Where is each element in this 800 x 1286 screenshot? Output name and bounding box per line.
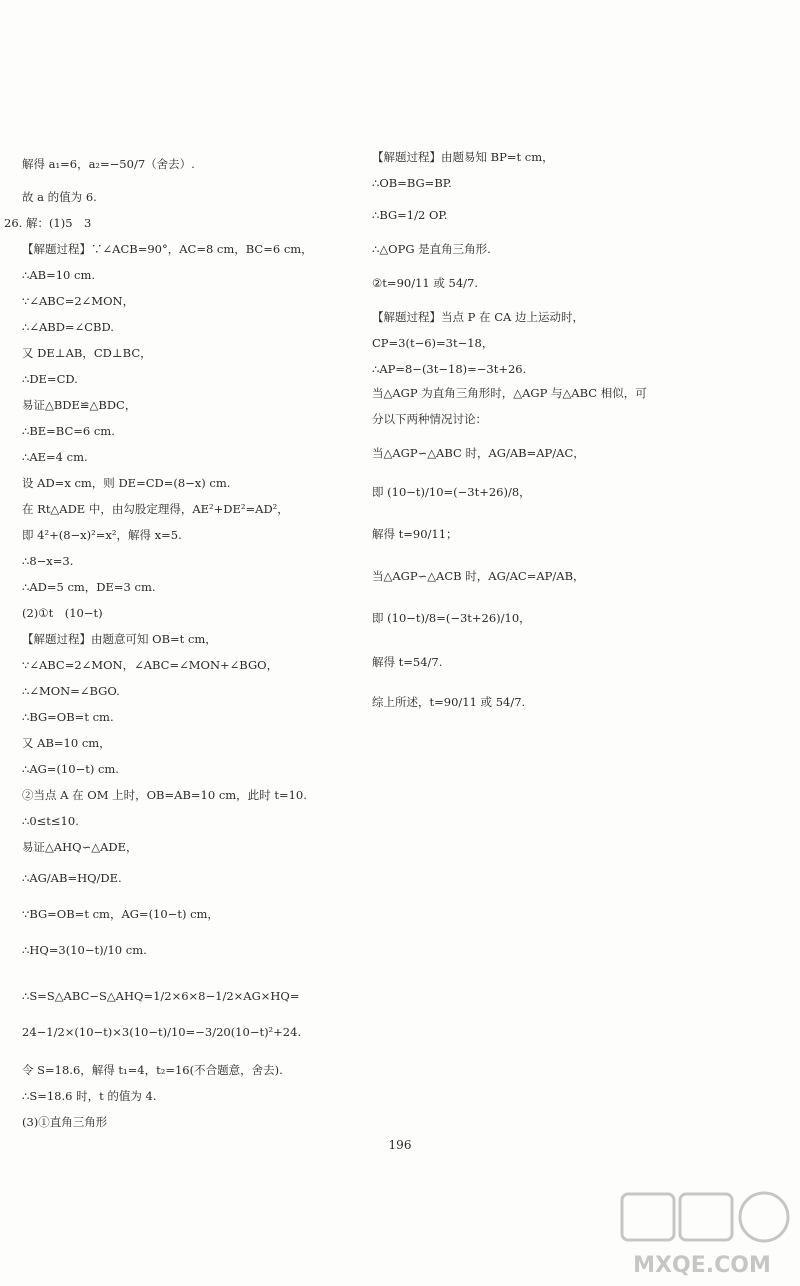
text-line: 解得 t=54/7.: [372, 655, 443, 669]
text-line: ∴AD=5 cm，DE=3 cm.: [22, 580, 156, 594]
text-line: ∴∠ABD=∠CBD.: [22, 320, 114, 334]
text-line: 易证△BDE≌△BDC，: [22, 398, 137, 412]
question-heading: 26. 解：(1)5 3: [4, 216, 92, 230]
text-line: 即 4²+(8−x)²=x²，解得 x=5.: [22, 528, 182, 542]
text-line: ∵BG=OB=t cm，AG=(10−t) cm，: [22, 907, 219, 921]
text-line: 当△AGP 为直角三角形时，△AGP 与△ABC 相似，可: [372, 386, 647, 400]
text-line: 【解题过程】由题易知 BP=t cm，: [372, 150, 554, 164]
text-line: ∴∠MON=∠BGO.: [22, 684, 120, 698]
text-line: 【解题过程】当点 P 在 CA 边上运动时，: [372, 310, 584, 324]
text-line: 当△AGP∽△ABC 时，AG/AB=AP/AC，: [372, 446, 585, 460]
text-line: 解得 a₁=6，a₂=−50/7（舍去）.: [22, 157, 195, 171]
text-line: ∴AG/AB=HQ/DE.: [22, 871, 122, 885]
text-line: ∴△OPG 是直角三角形.: [372, 242, 491, 256]
text-line: 又 DE⊥AB，CD⊥BC，: [22, 346, 152, 360]
text-line: 在 Rt△ADE 中，由勾股定理得，AE²+DE²=AD²，: [22, 502, 289, 516]
text-line: ∴DE=CD.: [22, 372, 78, 386]
text-line: ∴AE=4 cm.: [22, 450, 88, 464]
watermark-graphic: [618, 1188, 793, 1283]
page-number: 196: [388, 1138, 412, 1152]
text-line: (2)①t (10−t): [22, 606, 103, 620]
text-line: ∵∠ABC=2∠MON，: [22, 294, 135, 308]
svg-text:MXQE.COM: MXQE.COM: [633, 1253, 771, 1278]
text-line: 综上所述，t=90/11 或 54/7.: [372, 695, 526, 709]
text-line: ∴BE=BC=6 cm.: [22, 424, 115, 438]
text-line: 【解题过程】由题意可知 OB=t cm，: [22, 632, 217, 646]
text-line: 设 AD=x cm，则 DE=CD=(8−x) cm.: [22, 476, 231, 490]
text-line: 易证△AHQ∽△ADE，: [22, 840, 138, 854]
text-line: ∴AG=(10−t) cm.: [22, 762, 119, 776]
text-line: 24−1/2×(10−t)×3(10−t)/10=−3/20(10−t)²+24.: [22, 1025, 302, 1039]
text-line: ∴BG=OB=t cm.: [22, 710, 114, 724]
text-line: ∴S=18.6 时，t 的值为 4.: [22, 1089, 157, 1103]
text-line: ∴AP=8−(3t−18)=−3t+26.: [372, 362, 527, 376]
text-line: 又 AB=10 cm，: [22, 736, 111, 750]
text-line: ∴S=S△ABC−S△AHQ=1/2×6×8−1/2×AG×HQ=: [22, 989, 300, 1003]
text-line: 即 (10−t)/8=(−3t+26)/10，: [372, 611, 531, 625]
text-line: 故 a 的值为 6.: [22, 190, 97, 204]
text-line: CP=3(t−6)=3t−18，: [372, 336, 494, 350]
text-line: ∴HQ=3(10−t)/10 cm.: [22, 943, 147, 957]
text-line: ∴8−x=3.: [22, 554, 74, 568]
text-line: 解得 t=90/11；: [372, 527, 458, 541]
text-line: 令 S=18.6，解得 t₁=4，t₂=16(不合题意，舍去).: [22, 1063, 283, 1077]
text-line: ②当点 A 在 OM 上时，OB=AB=10 cm，此时 t=10.: [22, 788, 307, 802]
watermark-logo: [618, 1188, 793, 1283]
text-line: ②t=90/11 或 54/7.: [372, 276, 478, 290]
text-line: 【解题过程】∵∠ACB=90°，AC=8 cm，BC=6 cm，: [22, 242, 313, 256]
text-line: ∴OB=BG=BP.: [372, 176, 452, 190]
text-line: ∴0≤t≤10.: [22, 814, 79, 828]
text-line: ∵∠ABC=2∠MON，∠ABC=∠MON+∠BGO，: [22, 658, 279, 672]
text-line: ∴BG=1/2 OP.: [372, 208, 448, 222]
text-line: (3)①直角三角形: [22, 1115, 108, 1129]
text-line: 分以下两种情况讨论：: [372, 412, 487, 426]
text-line: ∴AB=10 cm.: [22, 268, 95, 282]
text-line: 即 (10−t)/10=(−3t+26)/8，: [372, 485, 531, 499]
text-line: 当△AGP∽△ACB 时，AG/AC=AP/AB，: [372, 569, 585, 583]
